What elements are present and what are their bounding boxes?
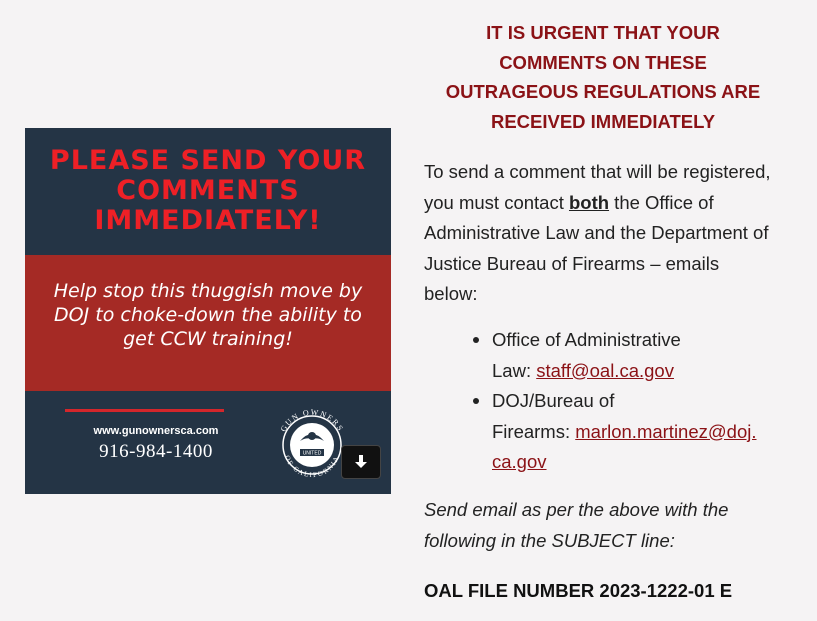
contact-label-line1: DOJ/Bureau of	[492, 390, 615, 411]
subject-line-text: OAL FILE NUMBER 2023-1222-01 E	[424, 580, 733, 601]
list-item	[470, 386, 790, 478]
contact-label-line2: Firearms:	[492, 420, 576, 442]
flyer-image	[25, 128, 391, 494]
doj-email-link[interactable]: marlon.martinez@doj.	[575, 420, 757, 442]
list-item	[470, 325, 790, 386]
flyer-phone: 916-984-1400	[99, 441, 213, 462]
intro-text-after: the Office of Administrative Law and the Department of Justice Bureau of Firearms – emails below:	[424, 191, 769, 304]
download-icon	[354, 454, 368, 470]
contact-list	[470, 325, 790, 478]
seal-middle-text: UNITED	[302, 450, 322, 457]
flyer-subtext: Help stop this thuggish move by DOJ to choke-down the ability to get CCW training!	[53, 280, 363, 350]
seal-bottom-text: OF CALIFORNIA	[282, 454, 342, 480]
subject-instructions: Send email as per the above with the following in the SUBJECT line:	[424, 499, 729, 551]
intro-text-before: To send a comment that will be registered, you must contact	[424, 161, 771, 213]
oal-email-link[interactable]: staff@oal.ca.gov	[536, 359, 674, 381]
intro-paragraph	[424, 157, 774, 310]
urgent-heading: IT IS URGENT THAT YOUR COMMENTS ON THESE OUTRAGEOUS REGULATIONS ARE RECEIVED IMMEDIATELY	[445, 22, 761, 132]
flyer-top-panel	[25, 128, 391, 255]
flyer-headline: PLEASE SEND YOUR COMMENTS IMMEDIATELY!	[49, 145, 367, 236]
contact-label-line1: Office of Administrative	[492, 329, 681, 350]
intro-emphasis: both	[568, 191, 610, 213]
seal-top-text: GUN OWNERS	[278, 407, 346, 434]
download-button[interactable]	[341, 445, 381, 479]
flyer-middle-panel	[25, 255, 391, 391]
flyer-divider	[65, 409, 224, 412]
flyer-url: www.gunownersca.com	[93, 425, 219, 437]
doj-email-link-cont[interactable]: ca.gov	[492, 451, 547, 472]
flyer-bottom-panel	[25, 391, 391, 494]
contact-label-line2: Law:	[492, 359, 537, 381]
